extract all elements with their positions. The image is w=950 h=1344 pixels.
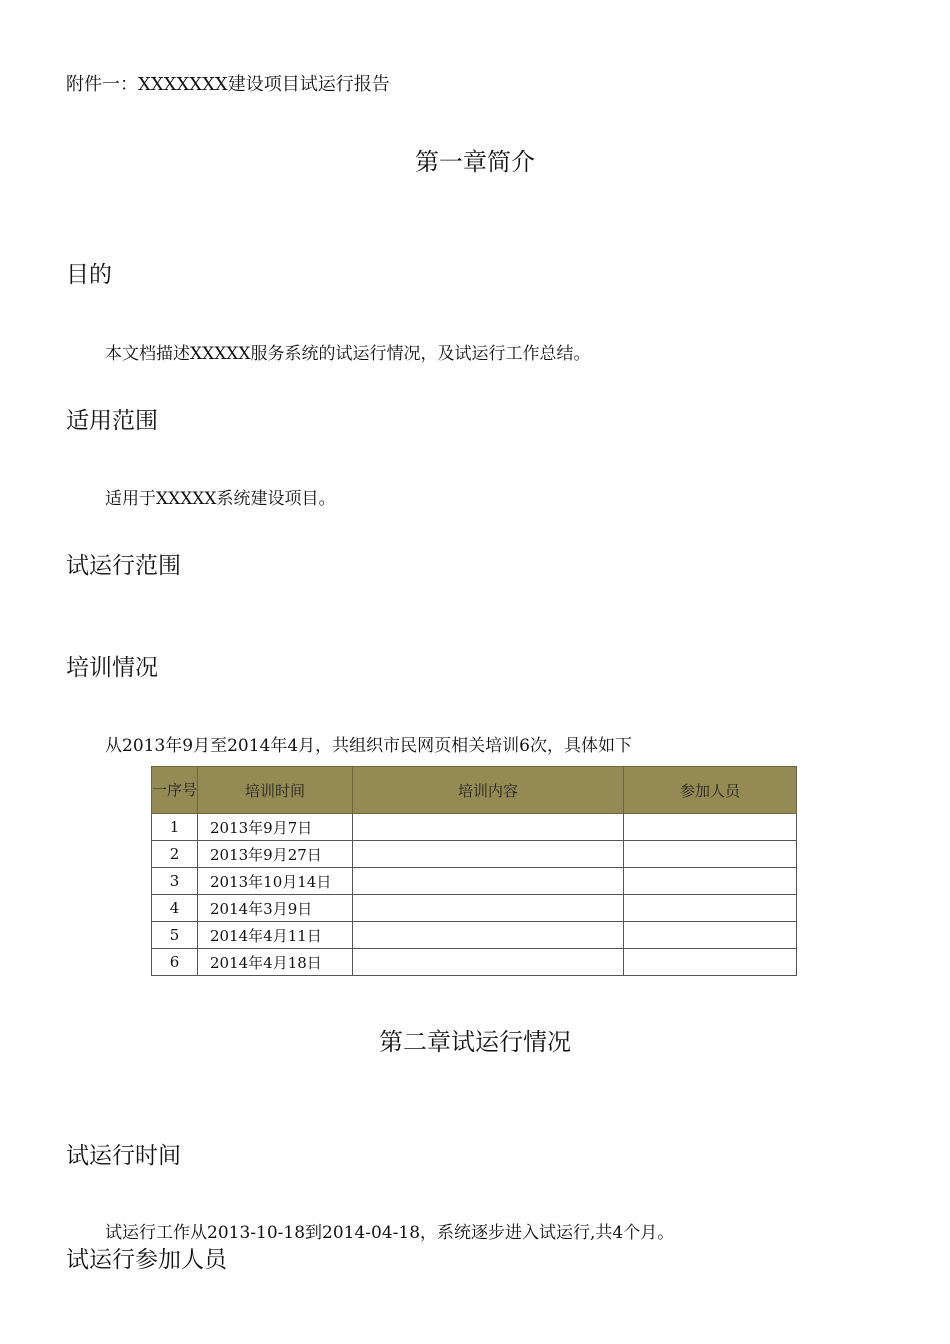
table-row	[152, 895, 797, 922]
table-row	[152, 841, 797, 868]
cell-time: 2014年3月9日	[198, 895, 353, 922]
cell-content	[353, 814, 624, 841]
cell-participants	[624, 868, 797, 895]
cell-content	[353, 949, 624, 976]
cell-seq: 4	[152, 895, 198, 922]
header-seq: 一序号	[152, 767, 198, 814]
cell-participants	[624, 949, 797, 976]
heading-trial-people: 试运行参加人员	[66, 1247, 227, 1273]
heading-trial-scope: 试运行范围	[66, 553, 181, 579]
cell-seq: 2	[152, 841, 198, 868]
cell-seq: 3	[152, 868, 198, 895]
cell-participants	[624, 895, 797, 922]
cell-participants	[624, 841, 797, 868]
header-time: 培训时间	[198, 767, 353, 814]
header-participants: 参加人员	[624, 767, 797, 814]
cell-time: 2013年9月27日	[198, 841, 353, 868]
cell-content	[353, 895, 624, 922]
cell-time: 2013年9月7日	[198, 814, 353, 841]
cell-seq: 5	[152, 922, 198, 949]
chapter-1-title: 第一章简介	[415, 148, 535, 176]
table-header-row	[152, 767, 797, 814]
attachment-line: 附件一：XXXXXXX建设项目试运行报告	[66, 74, 390, 95]
cell-seq: 6	[152, 949, 198, 976]
purpose-text: 本文档描述XXXXX服务系统的试运行情况，及试运行工作总结。	[105, 344, 591, 364]
cell-participants	[624, 922, 797, 949]
scope-text: 适用于XXXXX系统建设项目。	[105, 489, 336, 509]
cell-time: 2014年4月11日	[198, 922, 353, 949]
table-row	[152, 814, 797, 841]
cell-content	[353, 841, 624, 868]
cell-time: 2014年4月18日	[198, 949, 353, 976]
training-intro: 从2013年9月至2014年4月，共组织市民网页相关培训6次，具体如下	[105, 736, 632, 756]
training-table	[151, 766, 797, 976]
header-content: 培训内容	[353, 767, 624, 814]
table-row	[152, 922, 797, 949]
heading-scope: 适用范围	[66, 408, 158, 434]
heading-training: 培训情况	[66, 655, 158, 681]
cell-time: 2013年10月14日	[198, 868, 353, 895]
cell-seq: 1	[152, 814, 198, 841]
cell-content	[353, 922, 624, 949]
table-row	[152, 868, 797, 895]
trial-time-text: 试运行工作从2013-10-18到2014-04-18，系统逐步进入试运行,共4个月。	[105, 1223, 675, 1243]
chapter-2-title: 第二章试运行情况	[379, 1028, 571, 1056]
heading-trial-time: 试运行时间	[66, 1143, 181, 1169]
cell-content	[353, 868, 624, 895]
cell-participants	[624, 814, 797, 841]
table-row	[152, 949, 797, 976]
heading-purpose: 目的	[66, 262, 112, 288]
